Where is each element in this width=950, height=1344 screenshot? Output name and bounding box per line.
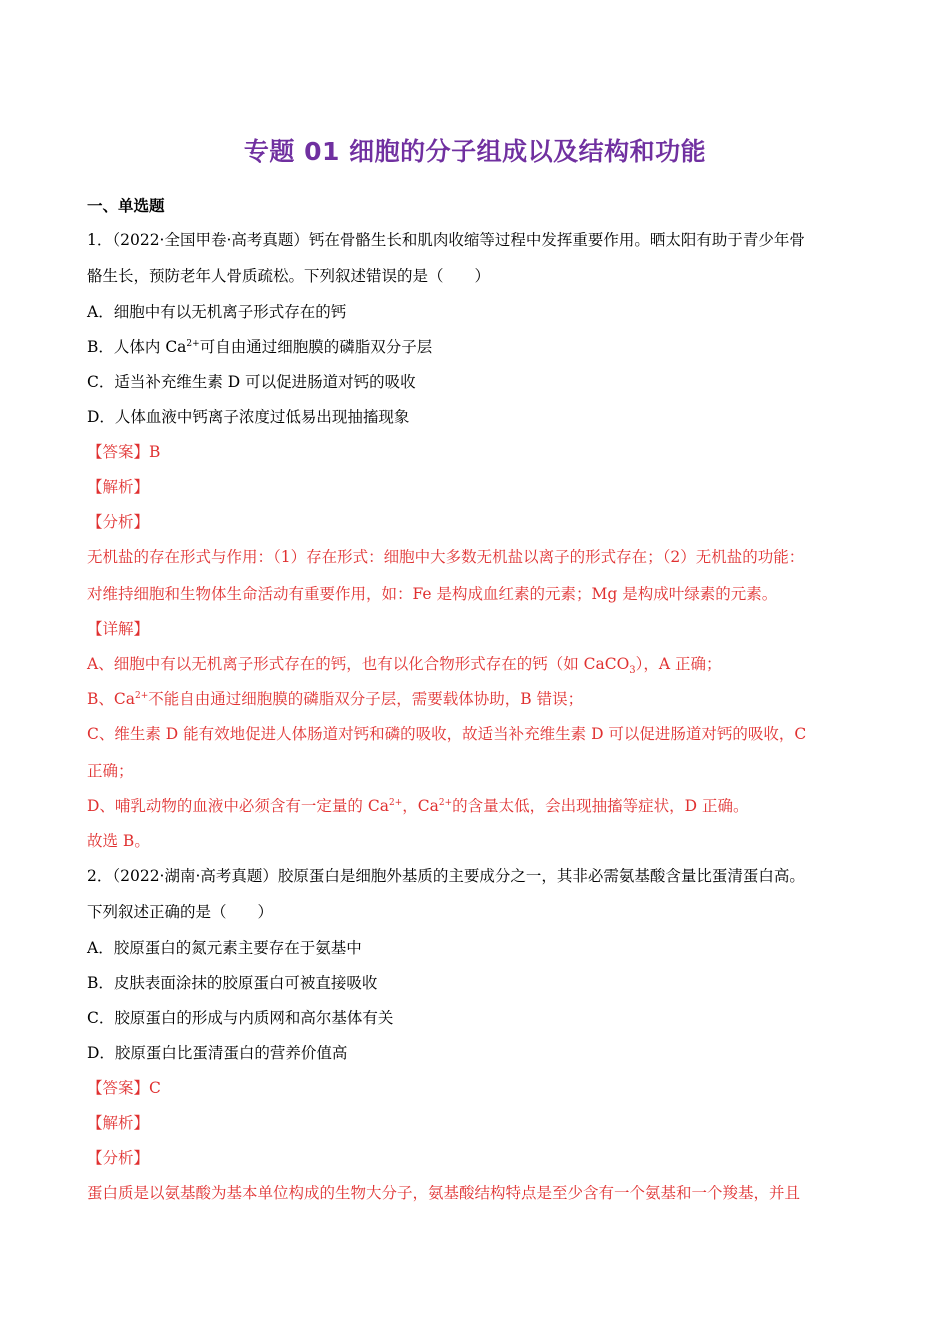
q1-detail-a: [87, 654, 722, 677]
q2-stem-line-2: 下列叙述正确的是（ ）: [87, 903, 274, 921]
q1-detail-d-sup-2: 2+: [438, 797, 453, 808]
q1-option-d: D．人体血液中钙离子浓度过低易出现抽搐现象: [87, 408, 410, 426]
q1-stem-line-1: 1．（2022·全国甲卷·高考真题）钙在骨骼生长和肌肉收缩等过程中发挥重要作用。晒太阳有助于青少年骨: [87, 231, 805, 249]
q1-detail-b-post: 不能自由通过细胞膜的磷脂双分子层，需要载体协助，B 错误；: [148, 690, 584, 708]
section-heading: 一、单选题: [87, 196, 165, 215]
q2-answer: 【答案】C: [87, 1079, 161, 1097]
q1-option-b-post: 可自由通过细胞膜的磷脂双分子层: [199, 338, 433, 356]
q1-jiexi-label: 【解析】: [87, 478, 150, 496]
q1-detail-c-line-1: C、维生素 D 能有效地促进人体肠道对钙和磷的吸收，故适当补充维生素 D 可以促进肠道对钙的吸收，C: [87, 725, 807, 743]
q2-option-a: A．胶原蛋白的氮元素主要存在于氨基中: [87, 939, 362, 957]
q2-fenxi-label: 【分析】: [87, 1149, 150, 1167]
q1-option-a: A．细胞中有以无机离子形式存在的钙: [87, 303, 347, 321]
q1-option-b-sup: 2+: [186, 338, 200, 349]
q1-stem-line-2: 骼生长，预防老年人骨质疏松。下列叙述错误的是（ ）: [87, 267, 491, 285]
q1-option-c: C．适当补充维生素 D 可以促进肠道对钙的吸收: [87, 373, 416, 391]
q1-conclusion: 故选 B。: [87, 832, 150, 850]
q1-option-b: [87, 337, 432, 357]
q1-answer: 【答案】B: [87, 443, 161, 461]
q1-detail-d-pre: D、哺乳动物的血液中必须含有一定量的 Ca: [87, 797, 389, 815]
q2-option-c: C．胶原蛋白的形成与内质网和高尔基体有关: [87, 1009, 394, 1027]
q1-analysis-line-2: 对维持细胞和生物体生命活动有重要作用，如：Fe 是构成血红素的元素；Mg 是构成叶绿素的元素。: [87, 585, 778, 603]
q2-option-d: D．胶原蛋白比蛋清蛋白的营养价值高: [87, 1044, 348, 1062]
q2-jiexi-label: 【解析】: [87, 1114, 150, 1132]
q2-stem-line-1: 2．（2022·湖南·高考真题）胶原蛋白是细胞外基质的主要成分之一，其非必需氨基酸含量比蛋清蛋白高。: [87, 867, 805, 885]
q1-xiangjie-label: 【详解】: [87, 620, 150, 638]
q1-detail-d-mid: ，Ca: [402, 797, 439, 815]
q1-analysis-line-1: 无机盐的存在形式与作用：（1）存在形式：细胞中大多数无机盐以离子的形式存在；（2）无机盐的功能：: [87, 548, 805, 566]
q1-option-b-pre: B．人体内 Ca: [87, 338, 187, 356]
q1-detail-d: [87, 796, 749, 816]
q1-fenxi-label: 【分析】: [87, 513, 150, 531]
q1-detail-a-pre: A、细胞中有以无机离子形式存在的钙，也有以化合物形式存在的钙（如 CaCO: [87, 655, 630, 673]
q1-detail-a-sub: 3: [629, 665, 636, 677]
q1-detail-b: [87, 689, 583, 709]
q1-detail-b-pre: B、Ca: [87, 690, 135, 708]
page-title: 专题 01 细胞的分子组成以及结构和功能: [243, 137, 707, 166]
q1-detail-c-line-2: 正确；: [87, 762, 134, 780]
q2-option-b: B．皮肤表面涂抹的胶原蛋白可被直接吸收: [87, 974, 378, 992]
q1-detail-b-sup: 2+: [135, 690, 149, 701]
q2-analysis-line-1: 蛋白质是以氨基酸为基本单位构成的生物大分子，氨基酸结构特点是至少含有一个氨基和一个羧基，并且: [87, 1184, 801, 1202]
q1-detail-a-post: ），A 正确；: [635, 655, 722, 673]
q1-detail-d-sup-1: 2+: [388, 797, 403, 808]
q1-detail-d-post: 的含量太低，会出现抽搐等症状，D 正确。: [452, 797, 749, 815]
